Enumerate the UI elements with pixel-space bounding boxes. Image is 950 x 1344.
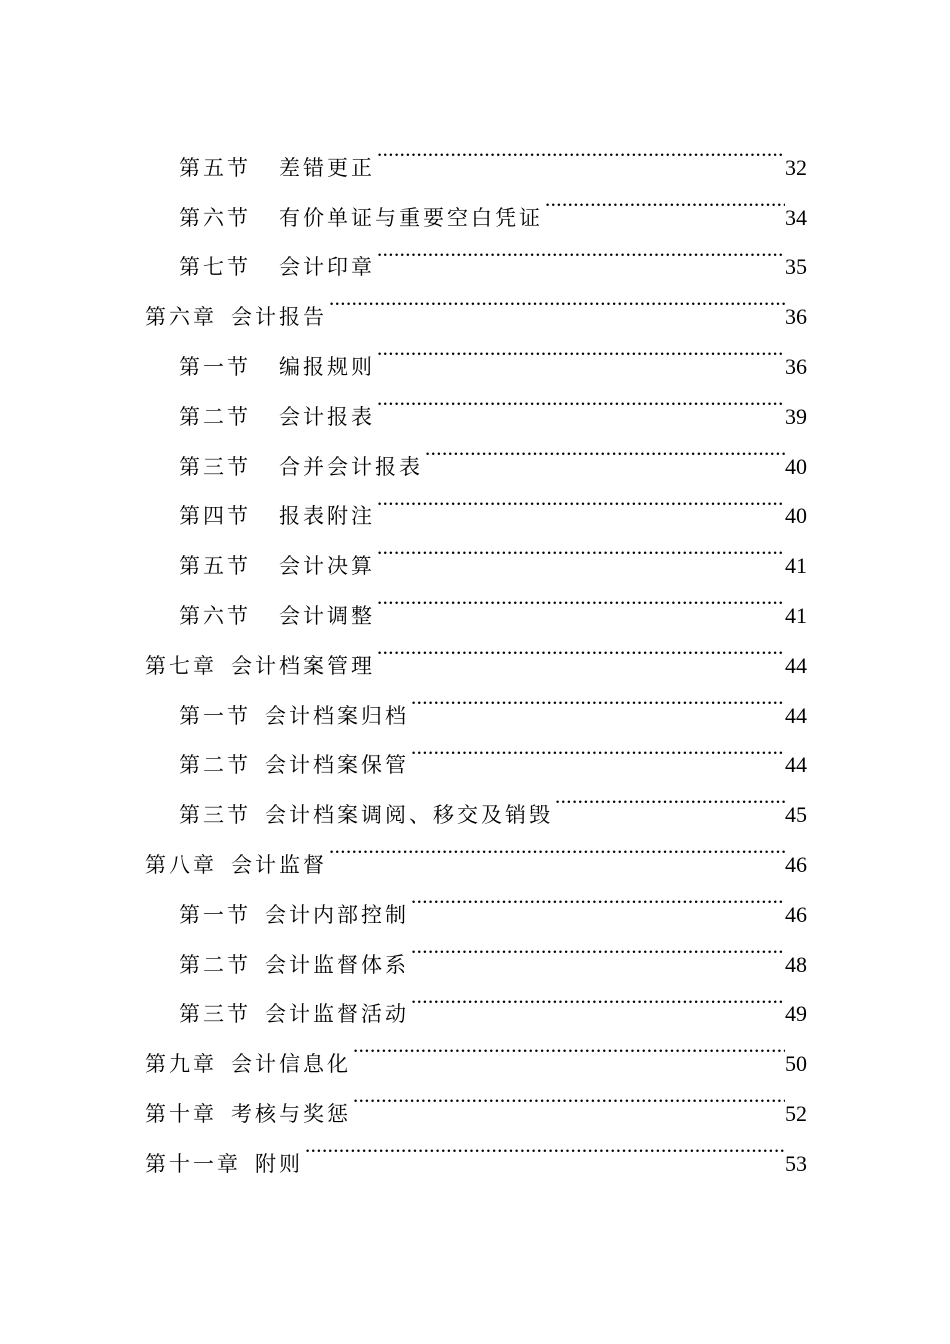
- toc-title: 会计报告: [231, 305, 327, 330]
- toc-page-number: 32: [785, 154, 807, 180]
- toc-number: 第五节: [179, 554, 251, 579]
- toc-page-number: 49: [785, 1001, 807, 1027]
- toc-title: 附则: [255, 1151, 303, 1176]
- toc-leader-dots: [409, 673, 785, 723]
- toc-page-number: 44: [785, 702, 807, 728]
- toc-page-number: 48: [785, 951, 807, 977]
- toc-number: 第十一章: [145, 1151, 241, 1176]
- toc-leader-dots: [375, 374, 785, 424]
- toc-leader-dots: [375, 225, 785, 275]
- toc-leader-dots: [375, 324, 785, 374]
- toc-leader-dots: [375, 623, 785, 673]
- toc-leader-dots: [375, 573, 785, 623]
- toc-page-number: 40: [785, 503, 807, 529]
- toc-page-number: 41: [785, 602, 807, 628]
- toc-page-number: 44: [785, 752, 807, 778]
- toc-title: 会计决算: [279, 554, 375, 579]
- toc-title: 会计监督体系: [265, 952, 409, 977]
- toc-title: 会计监督: [231, 852, 327, 877]
- toc-leader-dots: [375, 125, 785, 175]
- toc-title: 差错更正: [279, 155, 375, 180]
- toc-leader-dots: [409, 922, 785, 972]
- toc-leader-dots: [327, 822, 785, 872]
- toc-number: 第八章: [145, 852, 217, 877]
- toc-title: 会计档案调阅、移交及销毁: [265, 803, 553, 828]
- toc-title: 会计印章: [279, 255, 375, 280]
- toc-page-number: 46: [785, 901, 807, 927]
- toc-number: 第三节: [179, 454, 251, 479]
- toc-number: 第二节: [179, 753, 251, 778]
- toc-page-number: 46: [785, 851, 807, 877]
- toc-leader-dots: [375, 474, 785, 524]
- toc-number: 第四节: [179, 504, 251, 529]
- toc-leader-dots: [303, 1121, 785, 1171]
- toc-number: 第九章: [145, 1052, 217, 1077]
- toc-leader-dots: [351, 1021, 785, 1071]
- toc-title: 会计档案归档: [265, 703, 409, 728]
- toc-page-number: 50: [785, 1051, 807, 1077]
- toc-page-number: 34: [785, 204, 807, 230]
- toc-title: 编报规则: [279, 354, 375, 379]
- toc-number: 第七章: [145, 653, 217, 678]
- toc-page-number: 36: [785, 304, 807, 330]
- toc-number: 第七节: [179, 255, 251, 280]
- toc-number: 第三节: [179, 1002, 251, 1027]
- toc-leader-dots: [543, 175, 785, 225]
- toc-leader-dots: [409, 723, 785, 773]
- toc-number: 第十章: [145, 1101, 217, 1126]
- toc-page-number: 35: [785, 254, 807, 280]
- toc-leader-dots: [553, 772, 785, 822]
- toc-page-number: 36: [785, 353, 807, 379]
- toc-number: 第二节: [179, 952, 251, 977]
- toc-page-number: 52: [785, 1100, 807, 1126]
- toc-page-number: 41: [785, 553, 807, 579]
- toc-title: 考核与奖惩: [231, 1101, 351, 1126]
- toc-title: 合并会计报表: [279, 454, 423, 479]
- toc-number: 第六节: [179, 603, 251, 628]
- toc-title: 会计调整: [279, 603, 375, 628]
- toc-number: 第一节: [179, 902, 251, 927]
- toc-title: 会计监督活动: [265, 1002, 409, 1027]
- toc-title: 报表附注: [279, 504, 375, 529]
- toc-number: 第五节: [179, 155, 251, 180]
- toc-leader-dots: [351, 1071, 785, 1121]
- toc-title: 会计内部控制: [265, 902, 409, 927]
- toc-number: 第二节: [179, 404, 251, 429]
- toc-leader-dots: [409, 972, 785, 1022]
- toc-title: 会计档案管理: [231, 653, 375, 678]
- toc-number: 第六章: [145, 305, 217, 330]
- toc-number: 第一节: [179, 354, 251, 379]
- toc-title: 有价单证与重要空白凭证: [279, 205, 543, 230]
- toc-page-number: 45: [785, 802, 807, 828]
- toc-page-number: 40: [785, 453, 807, 479]
- toc-number: 第六节: [179, 205, 251, 230]
- toc-page-number: 44: [785, 652, 807, 678]
- toc-title: 会计报表: [279, 404, 375, 429]
- toc-entry[interactable]: [145, 125, 807, 180]
- toc-leader-dots: [327, 274, 785, 324]
- toc-leader-dots: [409, 872, 785, 922]
- toc-leader-dots: [375, 523, 785, 573]
- toc-number: 第三节: [179, 803, 251, 828]
- toc-page-number: 39: [785, 403, 807, 429]
- table-of-contents: [145, 125, 807, 1176]
- toc-number: 第一节: [179, 703, 251, 728]
- toc-title: 会计信息化: [231, 1052, 351, 1077]
- toc-page-number: 53: [785, 1150, 807, 1176]
- toc-leader-dots: [423, 424, 785, 474]
- toc-title: 会计档案保管: [265, 753, 409, 778]
